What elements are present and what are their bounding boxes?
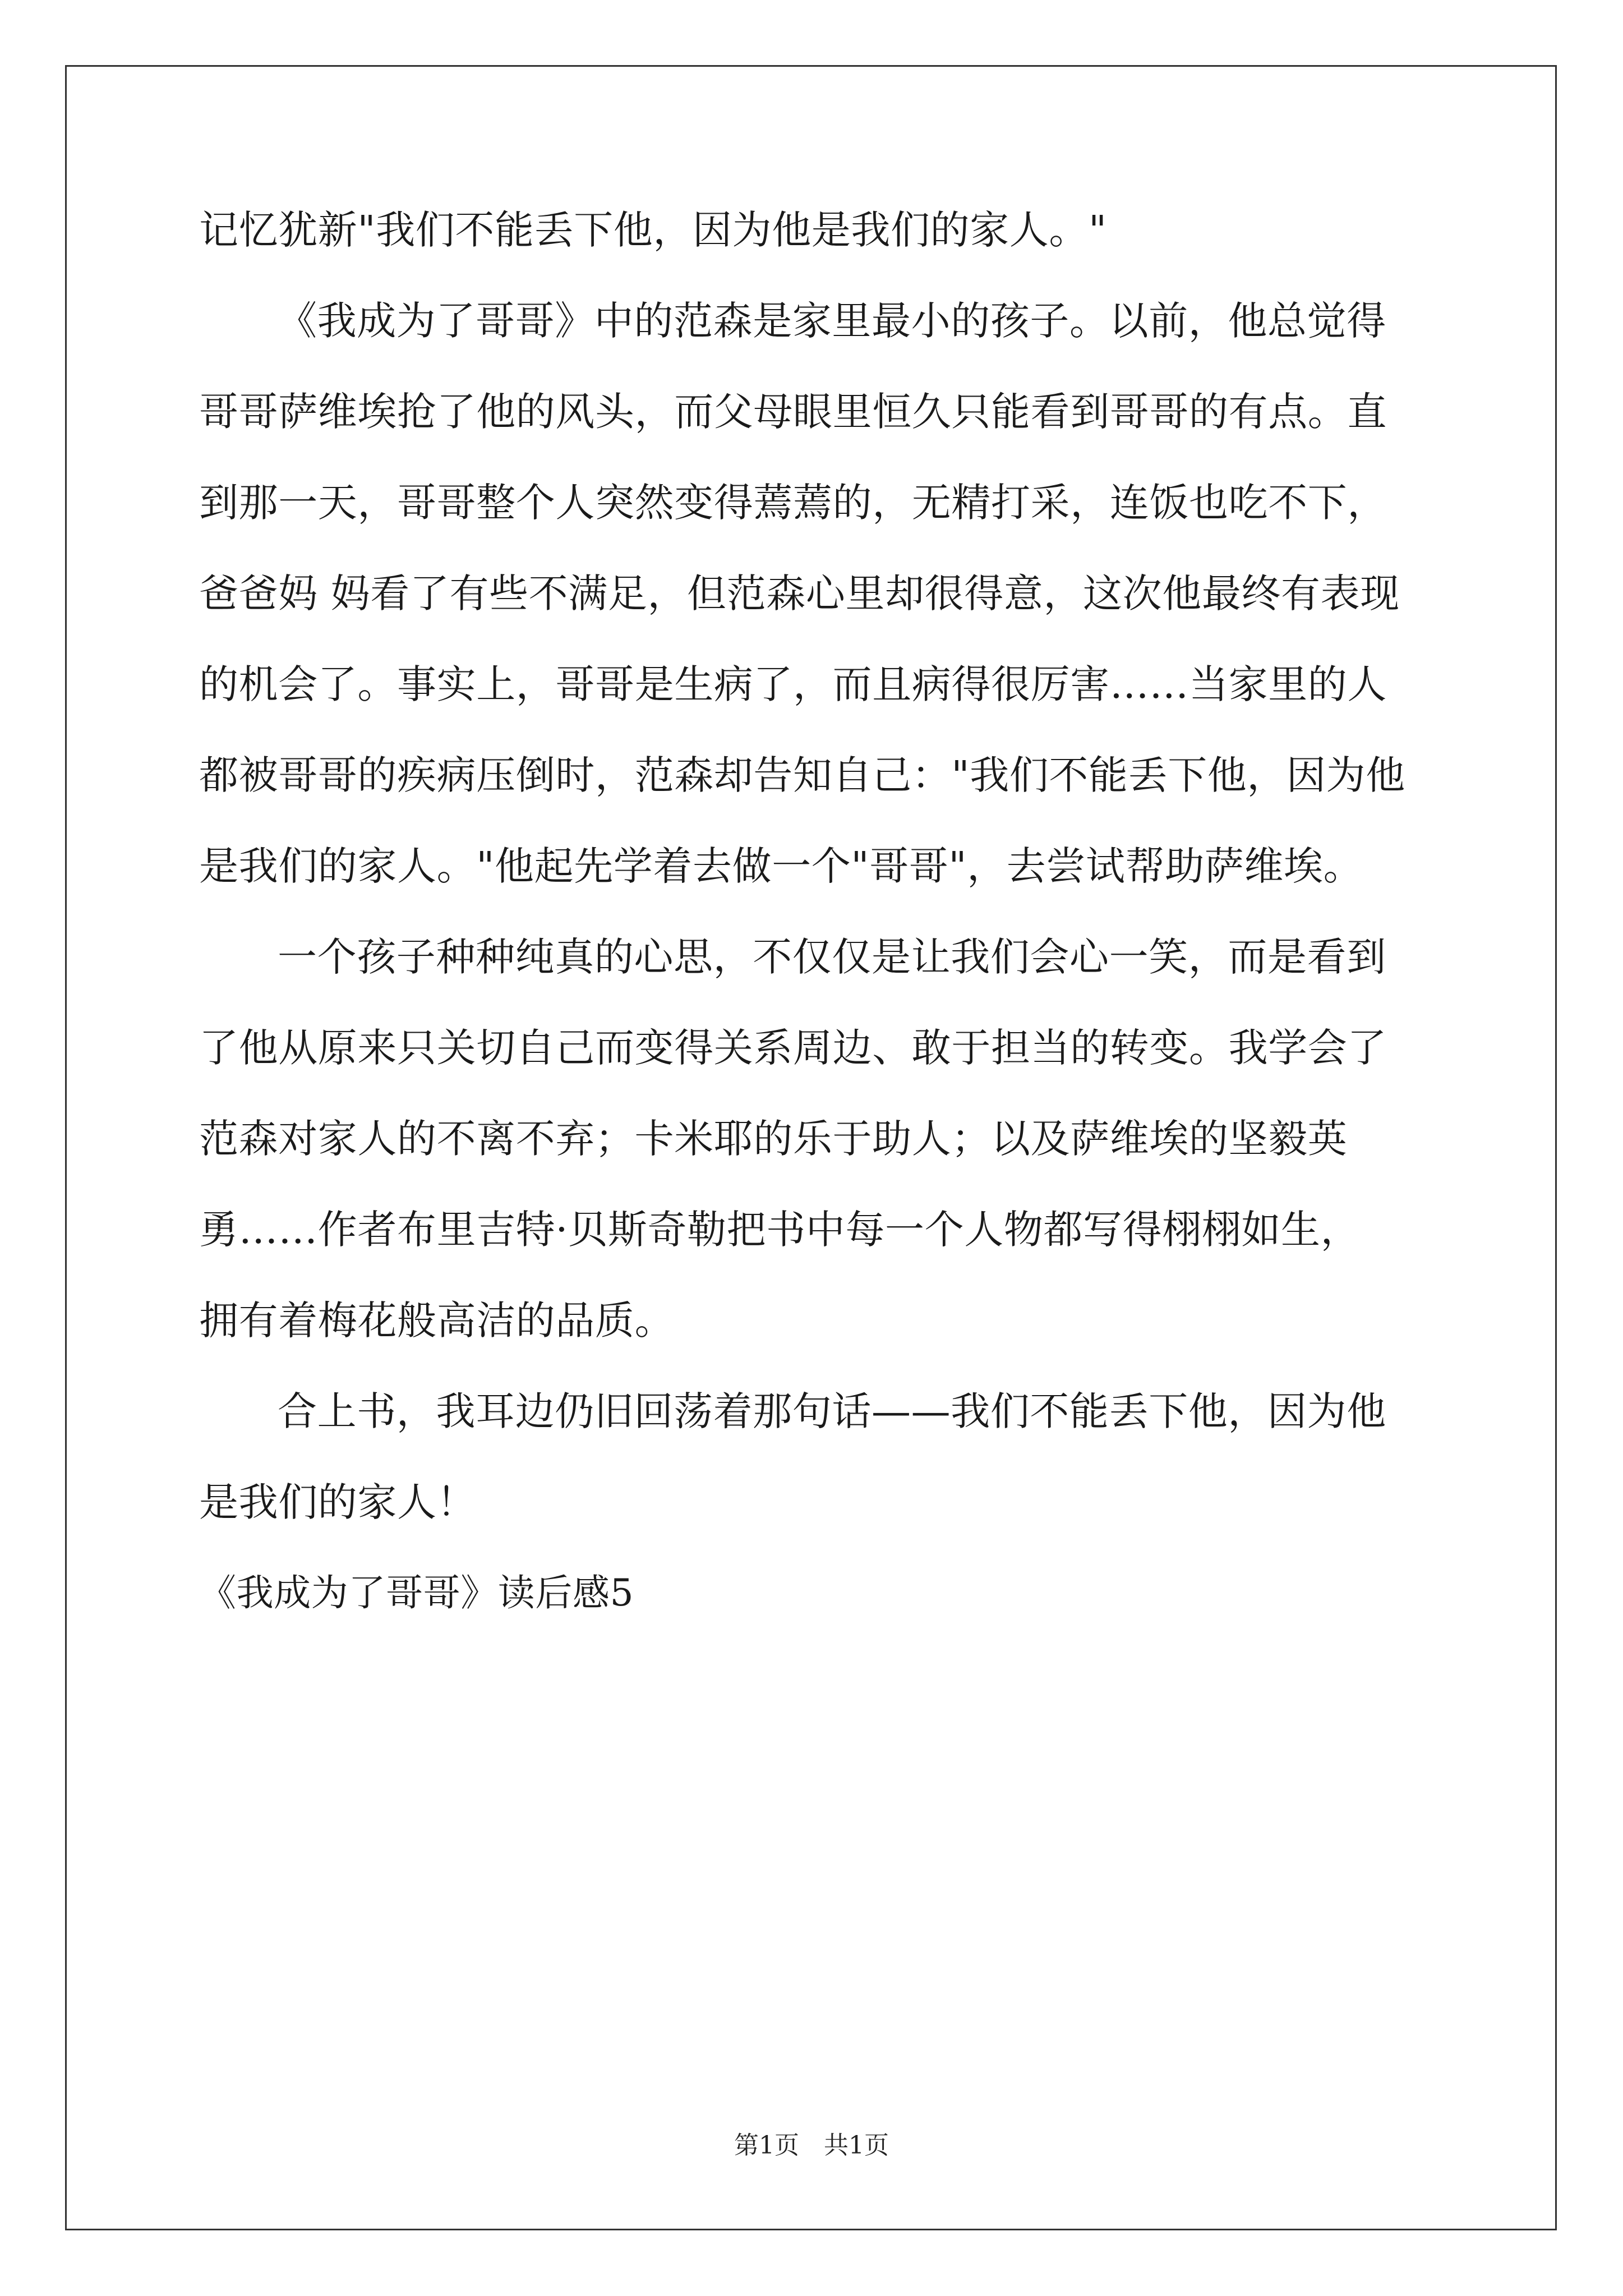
text-line: 拥有着梅花般高洁的品质。 xyxy=(199,1297,675,1343)
text-line: 是我们的家人！ xyxy=(199,1479,477,1525)
section-heading: 《我成为了哥哥》读后感5 xyxy=(199,1571,634,1614)
text-line: 爸爸妈 妈看了有些不满足，但范森心里却很得意，这次他最终有表现 xyxy=(199,570,1400,616)
text-line: 的机会了。事实上，哥哥是生病了，而且病得很厉害……当家里的人 xyxy=(199,661,1387,707)
text-line: 勇……作者布里吉特·贝斯奇勒把书中每一个人物都写得栩栩如生， xyxy=(199,1207,1361,1253)
text-line: 哥哥萨维埃抢了他的风头，而父母眼里恒久只能看到哥哥的有点。直 xyxy=(199,389,1387,435)
text-line: 都被哥哥的疾病压倒时，范森却告知自己："我们不能丢下他，因为他 xyxy=(199,752,1405,798)
text-line: 范森对家人的不离不弃；卡米耶的乐于助人；以及萨维埃的坚毅英 xyxy=(199,1116,1348,1162)
paragraph-start-line: 一个孩子种种纯真的心思，不仅仅是让我们会心一笑，而是看到 xyxy=(278,934,1386,980)
paragraph-start-line: 合上书，我耳边仍旧回荡着那句话——我们不能丢下他，因为他 xyxy=(278,1388,1386,1434)
text-line: 了他从原来只关切自己而变得关系周边、敢于担当的转变。我学会了 xyxy=(199,1025,1387,1071)
text-line: 是我们的家人。"他起先学着去做一个"哥哥"，去尝试帮助萨维埃。 xyxy=(199,843,1363,889)
page-number-footer: 第1页 共1页 xyxy=(734,2131,889,2160)
text-line: 到那一天，哥哥整个人突然变得蔫蔫的，无精打采，连饭也吃不下， xyxy=(199,480,1387,526)
text-line: 记忆犹新"我们不能丢下他，因为他是我们的家人。" xyxy=(199,207,1107,253)
paragraph-start-line: 《我成为了哥哥》中的范森是家里最小的孩子。以前，他总觉得 xyxy=(278,298,1386,344)
